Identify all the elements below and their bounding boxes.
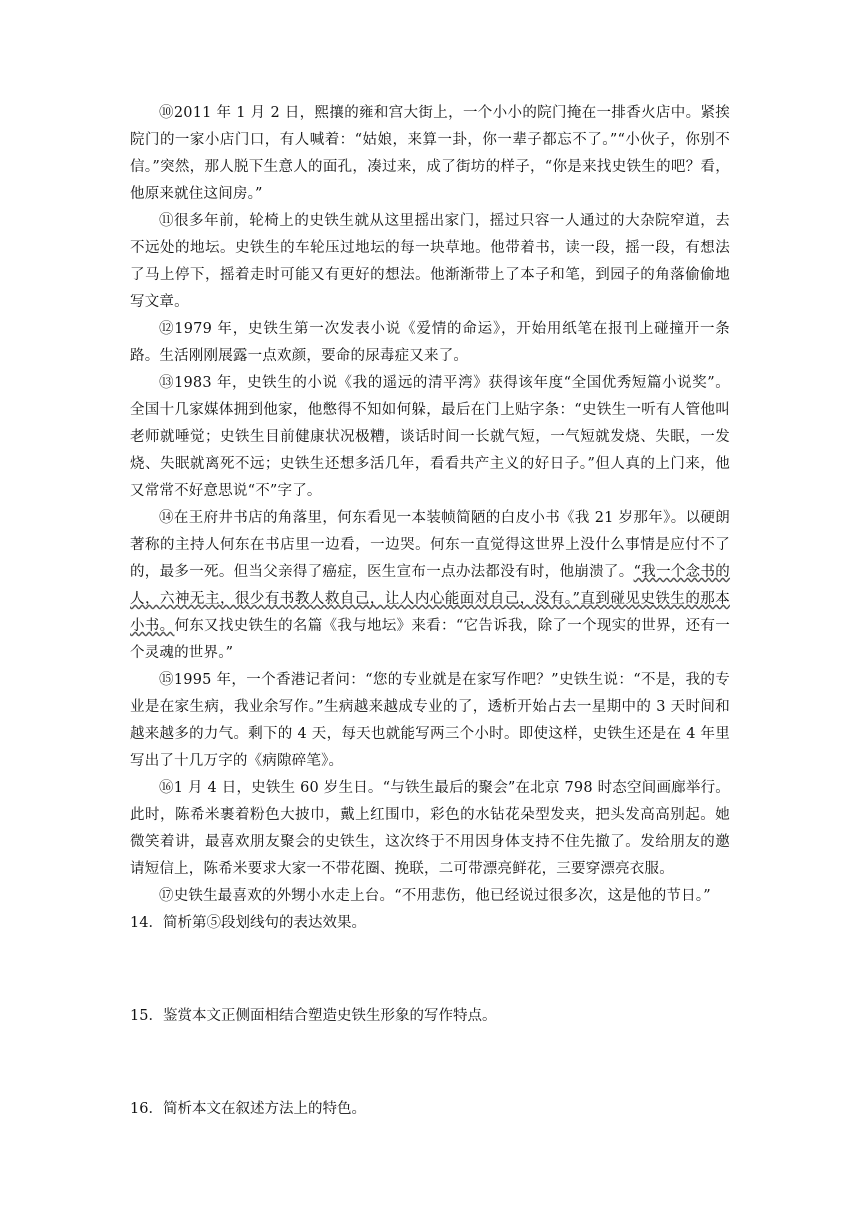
paragraph-17: ⑰史铁生最喜欢的外甥小水走上台。“不用悲伤，他已经说过很多次，这是他的节日。” [159, 888, 711, 904]
question-16: 16．简析本文在叙述方法上的特色。 [130, 1101, 366, 1117]
paragraph-13: ⑬1983 年，史铁生的小说《我的遥远的清平湾》获得该年度“全国优秀短篇小说奖”。全国十几家媒体拥到他家，他憋得不知如何躲，最后在门上贴字条：“史铁生一听有人管他叫老师就唾觉；史铁生目前健康状况极糟，谈话时间一长就气短，一气短就发烧、失眠，一发烧、失眠就离死不远；史铁生还想多活几年，看看共产主义的好日子。”但人真的上门来，他又常常不好意思说“不”字了。 [130, 375, 730, 499]
underlined-sentence: “我一个念书的人，六神无主，很少有书教人救自己，让人内心能面对自己，没有。”直到碰见史铁生的那本小书。 [130, 564, 731, 634]
paragraph-14-text: ⑭在王府井书店的角落里，何东看见一本装帧简陋的白皮小书《我 21 岁那年》。以硬朗著称的主持人何东在书店里一边看，一边哭。何东一直觉得这世界上没什么事情是应付不了的，最多一死。但当父亲得了癌症，医生宣布一点办法都没有时，他崩溃了。 [130, 510, 730, 580]
paragraph-16: ⑯1 月 4 日，史铁生 60 岁生日。“与铁生最后的聚会”在北京 798 时态空间画廊举行。此时，陈希米裹着粉色大披巾，戴上红围巾，彩色的水钻花朵型发夹，把头发高高别起。她微笑着讲，最喜欢朋友聚会的史铁生，这次终于不用因身体支持不住先撤了。发给朋友的邀请短信上，陈希米要求大家一不带花圈、挽联，二可带漂亮鲜花，三要穿漂亮衣服。 [130, 780, 730, 877]
document-page [130, 100, 730, 1123]
paragraph-15: ⑮1995 年，一个香港记者问：“您的专业就是在家写作吧？”史铁生说：“不是，我的专业是在家生病，我业余写作。”生病越来越成专业的了，透析开始占去一星期中的 3 天时间和越来越多的力气。剩下的 4 天，每天也就能写两三个小时。即使这样，史铁生还是在 4 年里写出了十几万字的《病隙碎笔》。 [130, 672, 730, 769]
paragraph-11: ⑪很多年前，轮椅上的史铁生就从这里摇出家门，摇过只容一人通过的大杂院窄道，去不远处的地坛。史铁生的车轮压过地坛的每一块草地。他带着书，读一段，摇一段，有想法了马上停下，摇着走时可能又有更好的想法。他渐渐带上了本子和笔，到园子的角落偷偷地写文章。 [130, 213, 730, 310]
question-15: 15．鉴赏本文正侧面相结合塑造史铁生形象的写作特点。 [130, 1008, 497, 1024]
paragraph-10: ⑩2011 年 1 月 2 日，熙攘的雍和宫大街上，一个小小的院门掩在一排香火店中。紧挨院门的一家小店门口，有人喊着：“姑娘，来算一卦，你一辈子都忘不了。”“小伙子，你别不信。”突然，那人脱下生意人的面孔，凑过来，成了街坊的样子，“你是来找史铁生的吧？看，他原来就住这间房。” [130, 105, 730, 202]
paragraph-14 [130, 505, 730, 667]
question-14: 14．简析第⑤段划线句的表达效果。 [130, 915, 366, 931]
answer-space-14 [130, 937, 730, 1003]
paragraph-14-text-end: 何东又找史铁生的名篇《我与地坛》来看：“它告诉我，除了一个现实的世界，还有一个灵魂的世界。” [130, 618, 730, 661]
paragraph-12: ⑫1979 年，史铁生第一次发表小说《爱情的命运》，开始用纸笔在报刊上碰撞开一条路。生活刚刚展露一点欢颜，要命的尿毒症又来了。 [130, 321, 730, 364]
answer-space-15 [130, 1030, 730, 1096]
